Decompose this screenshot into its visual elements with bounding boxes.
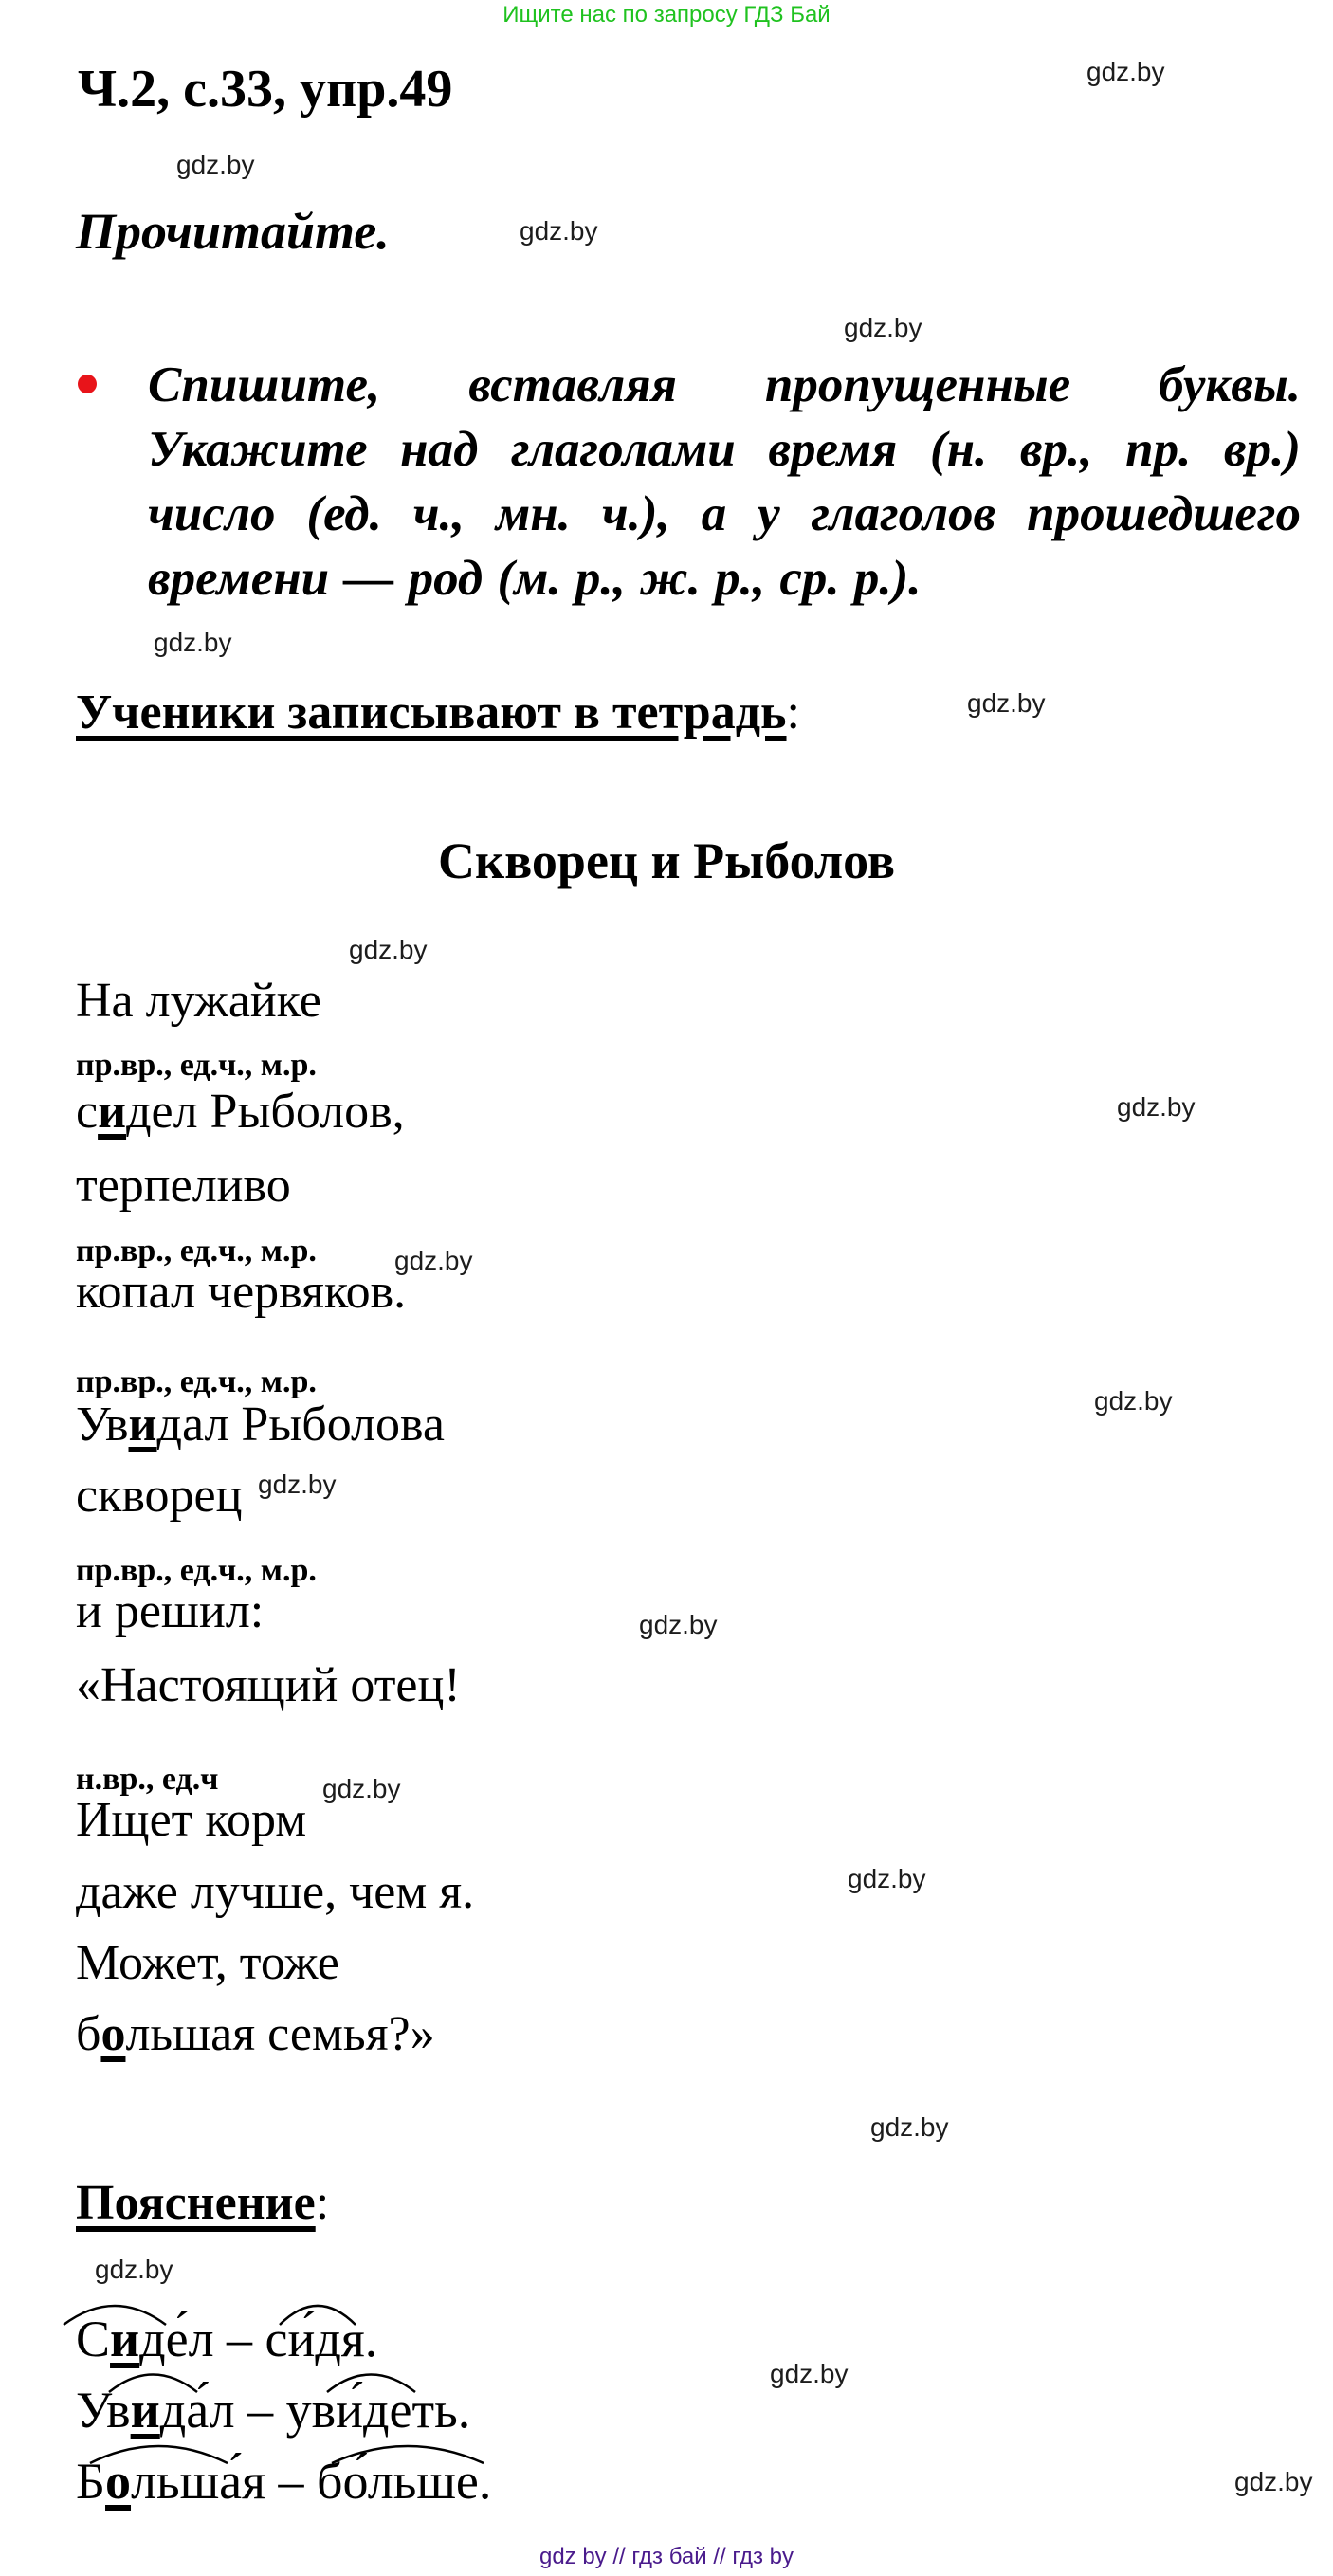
word-part: б xyxy=(76,2007,101,2061)
explanation-heading xyxy=(76,2175,329,2232)
highlighted-letter: и xyxy=(98,1085,127,1139)
task-instruction xyxy=(148,353,1301,611)
highlighted-letter: и xyxy=(110,2311,140,2367)
watermark: gdz.by xyxy=(176,150,255,179)
explanation-heading-text: Пояснение xyxy=(76,2176,316,2230)
highlighted-letter: о xyxy=(100,2007,126,2061)
word-part: де́л xyxy=(139,2311,214,2367)
grammar-note: пр.вр., ед.ч., м.р. xyxy=(76,1553,317,1588)
dash: – xyxy=(213,2311,265,2367)
poem-line xyxy=(76,2008,435,2061)
poem-line xyxy=(76,1086,405,1139)
students-heading-text: Ученики записывают в тетрадь xyxy=(76,685,787,740)
watermark: gdz.by xyxy=(844,313,922,342)
word-part: да́л xyxy=(159,2382,235,2439)
watermark: gdz.by xyxy=(770,2359,849,2388)
watermark: gdz.by xyxy=(1094,1386,1173,1416)
grammar-note: пр.вр., ед.ч., м.р. xyxy=(76,1048,317,1083)
word-part: Ув xyxy=(76,1398,129,1452)
story-title: Скворец и Рыболов xyxy=(438,832,895,889)
watermark: gdz.by xyxy=(848,1864,926,1893)
heading-colon: : xyxy=(786,685,800,740)
poem-line: Ищет корм xyxy=(76,1793,307,1847)
students-heading xyxy=(76,685,800,741)
word-part: Б xyxy=(76,2453,106,2510)
heading-colon: : xyxy=(315,2176,330,2230)
word-part: льша́я xyxy=(131,2453,265,2510)
watermark: gdz.by xyxy=(1234,2467,1313,2496)
dash: – xyxy=(234,2382,286,2439)
word-part: С xyxy=(76,2311,111,2367)
poem-line: даже лучше, чем я. xyxy=(76,1865,475,1919)
watermark: gdz.by xyxy=(1117,1092,1196,1122)
page-title: Ч.2, с.33, упр.49 xyxy=(78,60,453,119)
poem-line: На лужайке xyxy=(76,974,321,1028)
watermark: gdz.by xyxy=(639,1610,718,1639)
watermark: gdz.by xyxy=(870,2112,949,2142)
poem-line: скворец xyxy=(76,1469,243,1523)
watermark: gdz.by xyxy=(1086,57,1165,86)
word-part: дел Рыболов, xyxy=(126,1085,405,1139)
poem-line xyxy=(76,1398,445,1452)
word-part: с xyxy=(76,1085,99,1139)
highlighted-letter: и xyxy=(128,1398,157,1452)
watermark: gdz.by xyxy=(154,628,232,657)
explanation-line xyxy=(76,2311,377,2367)
poem-line: терпеливо xyxy=(76,1159,291,1213)
check-word: си́дя. xyxy=(265,2311,378,2367)
explanation-line xyxy=(76,2453,491,2510)
check-word: бо́льше. xyxy=(316,2453,492,2510)
check-word: уви́деть. xyxy=(285,2382,471,2439)
watermark: gdz.by xyxy=(258,1470,337,1499)
watermark: gdz.by xyxy=(394,1246,473,1275)
word-part: льшая семья?» xyxy=(125,2007,435,2061)
red-bullet-icon xyxy=(78,375,97,393)
poem-line: Может, тоже xyxy=(76,1936,339,1990)
grammar-note: н.вр., ед.ч xyxy=(76,1762,219,1797)
task-line: времени — род (м. р., ж. р., ср. р.). xyxy=(148,551,922,606)
watermark: gdz.by xyxy=(967,688,1046,718)
grammar-note: пр.вр., ед.ч., м.р. xyxy=(76,1364,317,1399)
highlighted-letter: и xyxy=(130,2382,160,2439)
grammar-note: пр.вр., ед.ч., м.р. xyxy=(76,1233,317,1269)
highlighted-letter: о xyxy=(105,2453,132,2510)
watermark: gdz.by xyxy=(520,216,598,246)
poem-line: «Настоящий отец! xyxy=(76,1658,461,1712)
word-part: дал Рыболова xyxy=(156,1398,445,1452)
poem-line: копал червяков. xyxy=(76,1265,407,1319)
poem-line: и решил: xyxy=(76,1584,265,1638)
task-line: число (ед. ч., мн. ч.), а у глаголов прошедшего xyxy=(148,486,1301,541)
read-instruction: Прочитайте. xyxy=(76,203,390,260)
watermark: gdz.by xyxy=(322,1774,401,1803)
top-banner[interactable]: Ищите нас по запросу ГДЗ Бай xyxy=(502,2,831,27)
watermark: gdz.by xyxy=(95,2255,173,2284)
explanation-line xyxy=(76,2382,470,2439)
dash: – xyxy=(265,2453,317,2510)
footer-banner[interactable]: gdz by // гдз бай // гдз by xyxy=(539,2544,794,2569)
task-line: Спишите, вставляя пропущенные буквы. xyxy=(148,357,1301,412)
word-part: Ув xyxy=(76,2382,131,2439)
task-line: Укажите над глаголами время (н. вр., пр. вр.) xyxy=(148,422,1301,477)
watermark: gdz.by xyxy=(349,935,428,964)
